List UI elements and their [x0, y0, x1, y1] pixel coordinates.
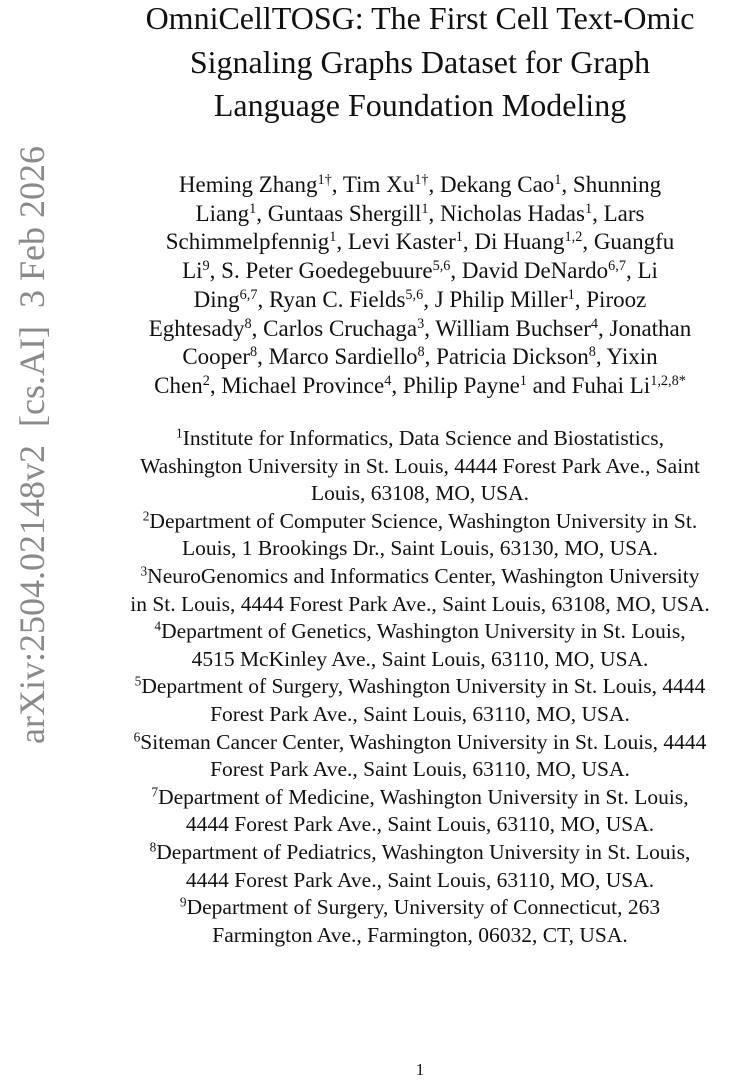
- affiliation-line: [95, 424, 745, 452]
- author-line-text: , Patricia Dickson: [424, 344, 589, 370]
- author-line-superscript: 1: [584, 200, 593, 217]
- affiliation-line-superscript: 5: [134, 674, 142, 690]
- affiliation-line-superscript: 3: [140, 563, 148, 579]
- author-line-superscript: 1: [421, 200, 429, 217]
- author-line-text: , Philip Payne: [391, 372, 520, 398]
- author-line-superscript: 5,6: [432, 258, 451, 275]
- author-line-text: , S. Peter Goedegebuure: [209, 258, 433, 284]
- author-line-superscript: 1: [455, 229, 463, 246]
- affiliation-line: [95, 783, 745, 811]
- affiliation-line-text: Siteman Cancer Center, Washington University in St. Louis, 4444: [140, 729, 707, 754]
- author-line-superscript: 4: [384, 373, 392, 390]
- author-line-text: and Fuhai Li: [526, 372, 651, 398]
- affiliation-line-superscript: 6: [133, 729, 141, 745]
- affiliation-line-text: 4444 Forest Park Ave., Saint Louis, 63110, MO, USA.: [185, 812, 655, 837]
- title-line: Signaling Graphs Dataset for Graph: [189, 43, 651, 80]
- author-line-superscript: 1: [249, 200, 257, 217]
- author-line-text: , Michael Province: [209, 372, 385, 398]
- author-line-text: Chen: [154, 372, 203, 398]
- affiliation-line: [95, 562, 745, 590]
- author-line-text: Schimmelpfennig: [165, 229, 330, 255]
- affiliation-line: [95, 866, 745, 894]
- author-line-text: Ding: [193, 286, 240, 312]
- author-line-superscript: 1,2: [564, 229, 583, 246]
- author-line-text: Eghtesady: [148, 315, 245, 341]
- affiliation-line-text: Department of Genetics, Washington University in St. Louis,: [161, 619, 686, 644]
- affiliation-line: [95, 893, 745, 921]
- affiliation-line-text: Louis, 1 Brookings Dr., Saint Louis, 63130, MO, USA.: [181, 536, 658, 561]
- affiliation-line-superscript: 7: [151, 784, 159, 800]
- author-line-superscript: 3: [417, 315, 425, 332]
- author-line-superscript: 6,7: [608, 258, 626, 275]
- author-line-text: , J Philip Miller: [423, 286, 568, 312]
- affiliation-line: [95, 452, 745, 480]
- affiliation-line-superscript: 8: [149, 839, 157, 855]
- title-line: OmniCellTOSG: The First Cell Text-Omic: [145, 0, 695, 36]
- author-line-superscript: 1: [519, 373, 527, 390]
- author-line-superscript: 1,2,8*: [650, 373, 686, 390]
- author-line: [95, 227, 745, 256]
- author-line-superscript: 8: [250, 344, 258, 361]
- author-line-superscript: 1†: [414, 172, 429, 189]
- author-line-text: , Di Huang: [462, 229, 565, 255]
- author-line-text: , David DeNardo: [450, 258, 609, 284]
- author-line-superscript: 6,7: [239, 286, 258, 303]
- affiliation-line-superscript: 2: [142, 508, 150, 524]
- author-line-superscript: 1: [329, 229, 337, 246]
- affiliation-line-text: Department of Surgery, Washington University in St. Louis, 4444: [141, 674, 706, 699]
- author-line-superscript: 8: [244, 315, 252, 332]
- author-line-superscript: 8: [588, 344, 596, 361]
- author-line-text: , Li: [625, 258, 658, 284]
- page-number: 1: [415, 1060, 425, 1079]
- author-line-text: , Dekang Cao: [428, 172, 555, 197]
- author-line-text: , Ryan C. Fields: [257, 286, 406, 312]
- author-line-superscript: 1: [554, 172, 562, 189]
- author-line-text: , Marco Sardiello: [257, 344, 418, 370]
- affiliation-line: [95, 479, 745, 507]
- affiliation-line: [95, 645, 745, 673]
- affiliation-line-text: Washington University in St. Louis, 4444 Forest Park Ave., Saint: [140, 453, 700, 478]
- affiliation-line-superscript: 1: [176, 425, 183, 441]
- author-line-superscript: 9: [202, 258, 210, 275]
- author-line-text: , Pirooz: [574, 286, 647, 312]
- author-line-text: , Carlos Cruchaga: [251, 315, 418, 341]
- affiliation-line-superscript: 9: [179, 894, 187, 910]
- affiliation-line-text: 4444 Forest Park Ave., Saint Louis, 63110, MO, USA.: [185, 867, 655, 892]
- affiliation-line-superscript: 4: [154, 618, 162, 634]
- affiliation-line-text: Department of Pediatrics, Washington University in St. Louis,: [156, 840, 691, 864]
- affiliation-line-text: Farmington Ave., Farmington, 06032, CT, USA.: [212, 922, 628, 947]
- author-line-text: , Tim Xu: [331, 172, 415, 197]
- author-line-text: Li: [182, 258, 203, 284]
- author-line: [95, 199, 745, 228]
- affiliation-line-text: Department of Medicine, Washington University in St. Louis,: [158, 784, 689, 809]
- author-line-superscript: 8: [417, 344, 425, 361]
- author-line-superscript: 2: [202, 373, 210, 390]
- author-line-superscript: 1: [567, 286, 575, 303]
- author-line-text: Cooper: [182, 344, 251, 370]
- affiliation-line: [95, 534, 745, 562]
- author-line-text: , Guangfu: [582, 229, 675, 255]
- author-line-text: , Jonathan: [598, 315, 692, 341]
- author-line-text: , Shunning: [561, 172, 662, 197]
- author-line: [95, 342, 745, 371]
- affiliation-line-text: Louis, 63108, MO, USA.: [310, 481, 529, 506]
- affiliation-line: [95, 672, 745, 700]
- affiliation-line: [95, 755, 745, 783]
- author-line-text: , William Buchser: [424, 315, 591, 341]
- author-line-text: , Nicholas Hadas: [428, 200, 585, 226]
- author-line-text: , Levi Kaster: [336, 229, 456, 255]
- affiliation-line-text: NeuroGenomics and Informatics Center, Washington University: [147, 564, 700, 588]
- affiliation-line-text: 4515 McKinley Ave., Saint Louis, 63110, MO, USA.: [191, 646, 649, 671]
- author-line-text: Heming Zhang: [178, 172, 318, 197]
- affiliation-line: [95, 838, 745, 866]
- affiliation-line: [95, 728, 745, 756]
- affiliation-line: [95, 507, 745, 535]
- title-line: Language Foundation Modeling: [213, 87, 627, 123]
- author-line-text: , Yixin: [595, 344, 658, 370]
- affiliation-line-text: Department of Surgery, University of Connecticut, 263: [186, 895, 661, 920]
- affiliation-line-text: Forest Park Ave., Saint Louis, 63110, MO, USA.: [210, 702, 630, 726]
- affiliation-line: [95, 590, 745, 618]
- affiliation-line-text: in St. Louis, 4444 Forest Park Ave., Saint Louis, 63108, MO, USA.: [130, 591, 710, 616]
- affiliation-line: [95, 810, 745, 838]
- affiliation-line-text: Institute for Informatics, Data Science and Biostatistics,: [182, 426, 664, 450]
- affiliation-line: [95, 617, 745, 645]
- author-line-superscript: 5,6: [405, 286, 424, 303]
- author-line: [95, 285, 745, 314]
- author-line: [95, 170, 745, 199]
- author-line-superscript: 4: [590, 315, 598, 332]
- author-line-text: , Guntaas Shergill: [256, 200, 422, 226]
- affiliation-line-text: Department of Computer Science, Washington University in St.: [149, 508, 698, 533]
- author-line-text: , Lars: [592, 200, 645, 226]
- affiliation-line: [95, 921, 745, 949]
- author-line-text: Liang: [195, 200, 250, 226]
- author-line: [95, 371, 745, 400]
- author-line: [95, 314, 745, 343]
- author-line: [95, 256, 745, 285]
- author-line-superscript: 1†: [317, 172, 332, 189]
- affiliation-line: [95, 700, 745, 728]
- affiliation-line-text: Forest Park Ave., Saint Louis, 63110, MO, USA.: [210, 757, 630, 782]
- arxiv-stamp: arXiv:2504.02148v2 [cs.AI] 3 Feb 2026: [12, 146, 52, 744]
